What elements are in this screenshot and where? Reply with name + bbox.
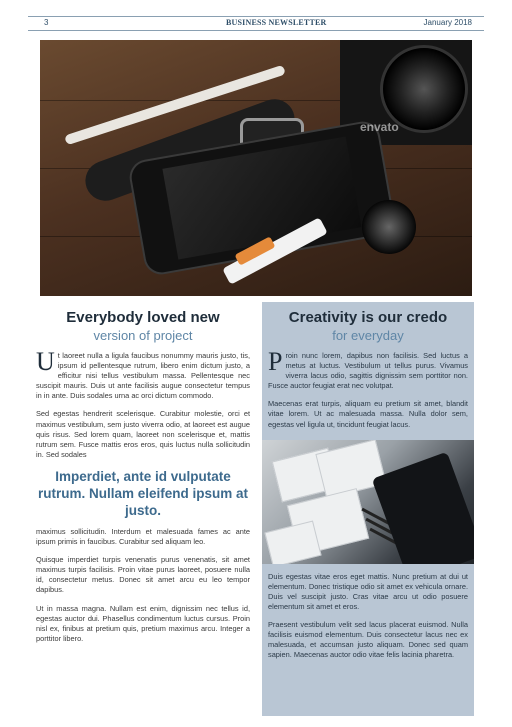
right-article xyxy=(262,302,474,716)
right-para-1: Proin nunc lorem, dapibus non facilisis. Sed luctus a metus at luctus. Vestibulum ut tellus purus. Vivamus viverra lacus odio, sagittis dignissim sem porttitor non. Fusce auctor feugiat erat nec volutpat. xyxy=(268,347,468,391)
right-dropcap: P xyxy=(268,347,283,376)
publication-title: BUSINESS NEWSLETTER xyxy=(226,18,327,27)
header-top-rule xyxy=(28,16,484,17)
photo-watermark: envato xyxy=(360,120,399,134)
small-lens xyxy=(362,200,416,254)
page-header xyxy=(28,14,484,32)
right-para-4: Praesent vestibulum velit sed lacus placerat euismod. Nulla facilisis euismod elementum. Duis consectetur lacus nec ex malesuada, et accumsan justo aliquam. Donec sed quam sapien. Maecenas auctor odio vitae felis lacinia pharetra. xyxy=(268,620,468,660)
left-pull-quote: Imperdiet, ante id vulputate rutrum. Nullam eleifend ipsum at justo. xyxy=(37,468,249,518)
left-article-subtitle: version of project xyxy=(93,328,193,343)
left-article-title: Everybody loved new xyxy=(66,309,220,326)
right-article-subtitle: for everyday xyxy=(332,328,404,343)
page-number: 3 xyxy=(44,18,49,27)
left-article xyxy=(36,302,250,702)
left-para-1: Ut laoreet nulla a ligula faucibus nonummy mauris justo, tis, ipsum id pellentesque rutrum, libero enim dictum justo, a efficitur nisi tellus vestibulum massa. Pellentesque nec suscipit mauris. Duis ut ante facilisis augue consectetur tempus in in ante. Duis sodales urna ac orci dictum commodo. xyxy=(36,347,250,401)
left-para-2: Sed egestas hendrerit scelerisque. Curabitur molestie, orci et maximus vestibulum, sem justo viverra odio, at laoreet est augue quis risus. Sed lorem quam, laoreet non scelerisque et, mattis rutrum sem. Fusce mattis eros eros, quis luctus nulla sollicitudin in. Sed sodales xyxy=(36,409,250,459)
hero-photo xyxy=(40,40,472,296)
left-para-5: Ut in massa magna. Nullam est enim, dignissim nec tellus id, egestas auctor dui. Phasellus condimentum luctus cursus. Proin nisl ex, finibus at pretium quis, pretium maximus arcu. Integer a porttitor libero. xyxy=(36,603,250,643)
left-para-3: maximus sollicitudin. Interdum et malesuada fames ac ante ipsum primis in faucibus. Curabitur sed aliquam leo. xyxy=(36,526,250,547)
issue-date: January 2018 xyxy=(423,18,472,27)
left-para-4: Quisque imperdiet turpis venenatis purus venenatis, sit amet maximus turpis facilisis. Proin vitae purus laoreet, posuere nulla id, consectetur metus. Donec sit amet arcu eu leo tempor dapibus. xyxy=(36,555,250,595)
right-para-2: Maecenas erat turpis, aliquam eu pretium sit amet, blandit vitae lorem. Ut ac malesuada massa. Nulla dolor sem, egestas vel ligula ut, tincidunt feugiat lacus. xyxy=(268,399,468,429)
left-dropcap: U xyxy=(36,347,55,376)
right-article-title: Creativity is our credo xyxy=(288,309,448,326)
desk-photo xyxy=(262,440,474,564)
tablet-device xyxy=(372,451,474,563)
right-para-3: Duis egestas vitae eros eget mattis. Nunc pretium at dui ut elementum. Donec tristique odio sit amet ex vehicula ornare. Duis vel suscipit justo. Cras vitae arcu ut odio posuere elementum sit amet et eros. xyxy=(268,571,468,611)
header-bottom-rule xyxy=(28,30,484,31)
